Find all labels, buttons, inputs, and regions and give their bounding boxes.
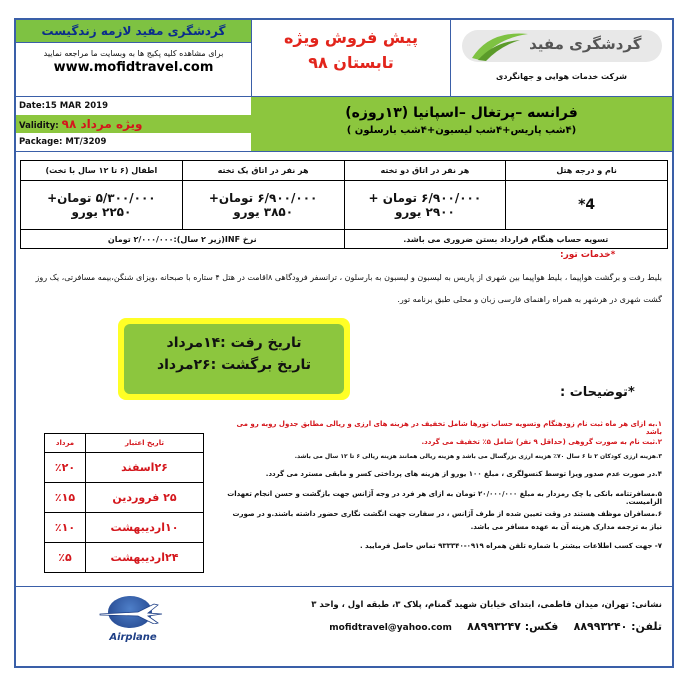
- slogan: گردشگری مفید لازمه زندگیست: [16, 20, 251, 43]
- note-item: ۶.مسافران موظف هستند در وقت تعیین شده از طرف آژانس ، در سفارت جهت انگشت نگاری حضور داشته باشند.و در صورت نیاز به ترجمه مدارک هزینه آن به عهده مسافر می باشد.: [232, 510, 662, 531]
- package-info: [16, 97, 251, 151]
- note-item: ۱.به ازای هر ماه ثبت نام زودهنگام وتسویه حساب تورها شامل تخفیف در هزینه های ارزی و ریالی مطابق جدول روبه رو می باشد: [236, 420, 662, 436]
- single-euro: ۳۸۵۰ یورو: [233, 205, 294, 219]
- settlement-note: تسویه حساب هنگام قرارداد بستن ضروری می باشد.: [344, 230, 668, 249]
- double-price-cell: [344, 181, 506, 230]
- discount-table-header: [45, 434, 204, 453]
- discount-date: ۲۶اسفند: [86, 453, 204, 483]
- price-table-notes: [21, 230, 668, 249]
- return-date: تاریخ برگشت :۲۶مرداد: [156, 357, 312, 373]
- discount-row: [45, 483, 204, 513]
- discount-date: ۲۵ فروردین: [86, 483, 204, 513]
- logo-text: گردشگری مفید: [529, 35, 642, 53]
- price-table-header: [21, 161, 668, 181]
- swoosh-icon: [470, 28, 530, 62]
- discount-percent: ٪۲۰: [45, 453, 86, 483]
- contact-line: [232, 620, 662, 633]
- header-validity: تاریخ اعتبار: [86, 434, 204, 453]
- price-table: [20, 160, 668, 249]
- airplane-icon: [98, 602, 164, 624]
- services-title: *خدمات تور:: [560, 250, 616, 260]
- note-item: ۲.ثبت نام به صورت گروهی (حداقل ۹ نفر) شامل ۵٪ تخفیف می گردد.: [421, 438, 662, 446]
- discount-date: ۱۰اردیبهشت: [86, 513, 204, 543]
- divider: [16, 586, 672, 587]
- price-table-row: [21, 181, 668, 230]
- child-euro: ۲۲۵۰ یورو: [71, 205, 132, 219]
- header-right-panel: [451, 20, 672, 96]
- child-price-cell: [21, 181, 183, 230]
- discount-percent: ٪۱۵: [45, 483, 86, 513]
- validity-value: ویژه مرداد ۹۸: [61, 117, 143, 131]
- discount-row: [45, 513, 204, 543]
- discount-row: [45, 543, 204, 573]
- discount-table: [44, 433, 204, 573]
- presale-title: پیش فروش ویژه: [283, 28, 419, 47]
- discount-percent: ٪۵: [45, 543, 86, 573]
- issue-date: Date:15 MAR 2019: [19, 101, 109, 111]
- note-item: ۷- جهت کسب اطلاعات بیشتر با شماره تلفن همراه ۰۹۱۹-۹۳۳۳۴۰ تماس حاصل فرمایید .: [359, 542, 662, 550]
- phone-number[interactable]: تلفن: ۸۸۹۹۳۲۴۰: [573, 620, 662, 633]
- header-hotel: نام و درجه هتل: [506, 161, 668, 181]
- divider: [16, 151, 672, 152]
- note-item: ۵.مسافرتتامه بانکی یا چک رمزدار به مبلغ ۲۰/۰۰۰/۰۰۰ تومان به ازای هر فرد در وجه آژانس جهت بازگشت و حسن انجام تعهدات الزامیست.: [227, 490, 662, 506]
- notes-title: *توضیحات :: [560, 385, 635, 400]
- departure-date: تاریخ رفت :۱۴مرداد: [166, 335, 302, 351]
- hotel-grade: 4*: [506, 181, 668, 230]
- airplane-label: Airplane: [109, 632, 157, 643]
- travel-dates: [124, 324, 344, 394]
- website-hint: برای مشاهده کلیه پکیج ها به وبسایت ما مراجعه نمایید: [43, 49, 224, 58]
- tour-stays: (۴شب پاریس+۴شب لیسبون+۴شب بارسلون ): [346, 125, 577, 136]
- header-double: هر نفر در اتاق دو تخته: [344, 161, 506, 181]
- tour-route: فرانسه –پرتغال –اسپانیا (۱۳روزه): [345, 105, 578, 121]
- double-euro: ۲۹۰۰ یورو: [394, 205, 455, 219]
- services-text: بلیط رفت و برگشت هواپیما ، بلیط هواپیما بین شهری از پاریس به لیسبون و لیسبون به بارسلون ، ترانسفر فرودگاهی ۸اقامت در هتل ۴ ستاره با صبحانه ،ویزای شنگن،بیمه مسافرتی، یک روز گشت شهری در هرشهر به همراه راهنمای فارسی زبان و محلی طبق برنامه تور.: [35, 273, 662, 304]
- child-price: ۵/۳۰۰/۰۰۰ تومان+: [47, 191, 156, 205]
- note-item: ۳.هزینه ارزی کودکان ۲ تا ۶ سال ۷۰٪ هزینه ارزی بزرگسال می باشد و هزینه ریالی همانند هزینه ریالی ۶ تا ۱۲ سال می باشد.: [294, 453, 662, 460]
- fax-number: فکس: ۸۸۹۹۳۲۴۷: [467, 620, 559, 633]
- header-child: اطفال (۶ تا ۱۲ سال با تخت): [21, 161, 183, 181]
- single-price-cell: [182, 181, 344, 230]
- validity-label: Validity:: [19, 121, 59, 131]
- address: نشانی: تهران، میدان فاطمی، ابتدای خیابان شهید گمنام، پلاک ۳، طبقه اول ، واحد ۳: [311, 600, 662, 610]
- website-link[interactable]: www.mofidtravel.com: [53, 60, 214, 75]
- tour-route-panel: [251, 97, 672, 151]
- header-month: مرداد: [45, 434, 86, 453]
- infant-price: نرخ INF(زیر ۲ سال):۲/۰۰۰/۰۰۰ تومان: [21, 230, 345, 249]
- validity-row: [16, 115, 251, 133]
- travel-dates-box: [118, 318, 350, 400]
- header-single: هر نفر در اتاق یک تخته: [182, 161, 344, 181]
- company-subtitle: شرکت خدمات هوایی و جهانگردی: [496, 72, 627, 81]
- discount-date: ۲۴اردیبهشت: [86, 543, 204, 573]
- note-item: ۴.در صورت عدم صدور ویزا توسط کنسولگری ، مبلغ ۱۰۰ یورو از هزینه های پرداختی کسر و مابقی مسترد می گردد.: [265, 470, 662, 478]
- airplane-logo: [86, 592, 180, 658]
- header-middle-panel: [251, 20, 451, 96]
- email-address[interactable]: mofidtravel@yahoo.com: [329, 623, 452, 633]
- season-title: تابستان ۹۸: [308, 53, 394, 72]
- package-code: Package: MT/3209: [19, 137, 107, 147]
- double-price: ۶/۹۰۰/۰۰۰ تومان +: [368, 191, 482, 205]
- single-price: ۶/۹۰۰/۰۰۰ تومان+: [208, 191, 318, 205]
- discount-percent: ٪۱۰: [45, 513, 86, 543]
- company-logo: [462, 24, 662, 66]
- header-left-panel: [16, 20, 251, 96]
- discount-row: [45, 453, 204, 483]
